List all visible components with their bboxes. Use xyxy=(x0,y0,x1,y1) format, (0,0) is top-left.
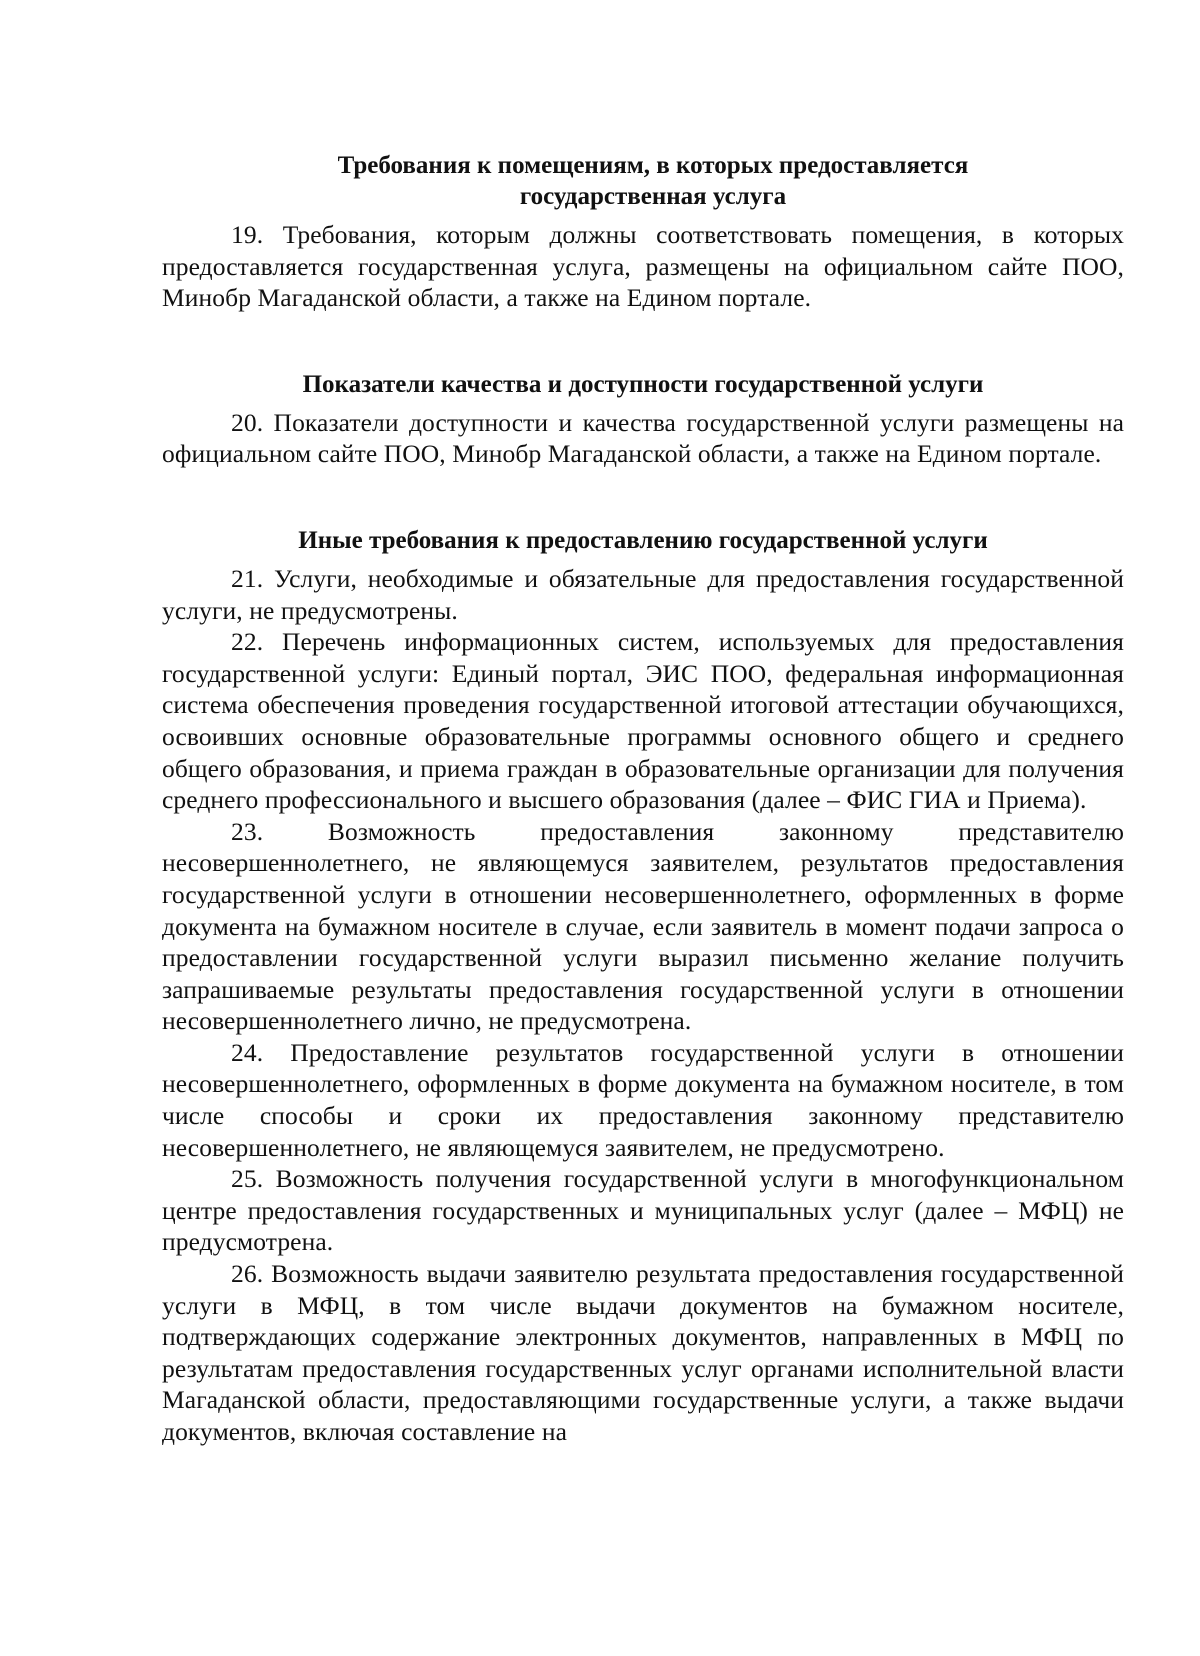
paragraph-23: 23. Возможность предоставления законному представителю несовершеннолетнего, не являющемуся заявителем, результатов предоставления государственной услуги в отношении несовершеннолетнего, оформленных в форме документа на бумажном носителе в случае, если заявитель в момент подачи запроса о предоставлении государственной услуги выразил письменно желание получить запрашиваемые результаты предоставления государственной услуги в отношении несовершеннолетнего лично, не предусмотрена. xyxy=(162,816,1124,1036)
paragraph-25: 25. Возможность получения государственной услуги в многофункциональном центре предоставления государственных и муниципальных услуг (далее – МФЦ) не предусмотрена. xyxy=(162,1164,1124,1257)
section-heading-line-1: Требования к помещениям, в которых предоставляется xyxy=(337,152,969,179)
document-body xyxy=(162,150,1124,1448)
section-other-requirements xyxy=(162,525,1124,1448)
section-heading-line-2: государственная услуга xyxy=(519,183,787,210)
paragraph-20: 20. Показатели доступности и качества государственной услуги размещены на официальном сайте ПОО, Минобр Магаданской области, а также на Едином портале. xyxy=(162,407,1124,469)
paragraph-24: 24. Предоставление результатов государственной услуги в отношении несовершеннолетнего, оформленных в форме документа на бумажном носителе, в том числе способы и сроки их предоставления законному представителю несовершеннолетнего, не являющемуся заявителем, не предусмотрено. xyxy=(162,1037,1124,1162)
section-heading xyxy=(162,150,1124,212)
section-heading: Иные требования к предоставлению государственной услуги xyxy=(298,526,988,554)
paragraph-21: 21. Услуги, необходимые и обязательные для предоставления государственной услуги, не предусмотрены. xyxy=(162,563,1124,625)
paragraph-22: 22. Перечень информационных систем, используемых для предоставления государственной услуги: Единый портал, ЭИС ПОО, федеральная информационная система обеспечения проведения государственной итоговой аттестации обучающихся, освоивших основные образовательные программы основного общего и среднего общего образования, и приема граждан в образовательные организации для получения среднего профессионального и высшего образования (далее – ФИС ГИА и Приема). xyxy=(162,627,1124,815)
section-quality-indicators xyxy=(162,369,1124,470)
section-premises-requirements xyxy=(162,150,1124,314)
paragraph-19: 19. Требования, которым должны соответствовать помещения, в которых предоставляется государственная услуга, размещены на официальном сайте ПОО, Минобр Магаданской области, а также на Едином портале. xyxy=(162,220,1124,313)
paragraph-26: 26. Возможность выдачи заявителю результата предоставления государственной услуги в МФЦ, в том числе выдачи документов на бумажном носителе, подтверждающих содержание электронных документов, направленных в МФЦ по результатам предоставления государственных услуг органами исполнительной власти Магаданской области, предоставляющими государственные услуги, а также выдачи документов, включая составление на xyxy=(162,1259,1124,1446)
section-heading: Показатели качества и доступности государственной услуги xyxy=(302,370,984,398)
